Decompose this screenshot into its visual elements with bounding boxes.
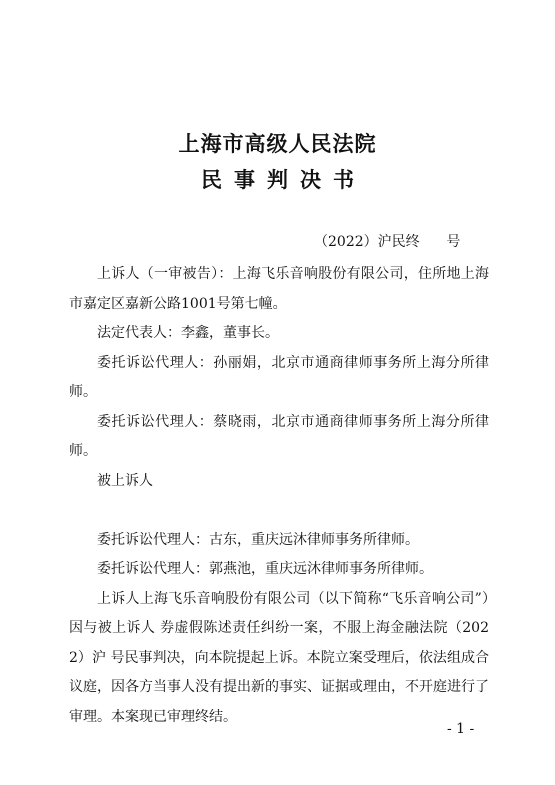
paragraph-appellant: 上诉人（一审被告）：上海飞乐音响股份有限公司，住所地上海市嘉定区嘉新公路1001号第七幢。 <box>69 266 489 312</box>
document-title: 民事判决书 <box>201 167 366 192</box>
judgment-body <box>69 260 489 732</box>
case-number: （2022）沪民终 号 <box>314 234 461 250</box>
page-number: - 1 - <box>447 721 475 737</box>
paragraph-case-summary: 上诉人上海飞乐音响股份有限公司（以下简称“飞乐音响公司”）因与被上诉人 券虚假陈述责任纠纷一案，不服上海金融法院（2022）沪 号民事判决，向本院提起上诉。本院立案受理后，依法组成合议庭，因各方当事人没有提出新的事实、证据或理由，不开庭进行了审理。本案现已审理终结。 <box>69 590 489 725</box>
paragraph-agent-2: 委托诉讼代理人：蔡晓雨，北京市通商律师事务所上海分所律师。 <box>69 413 489 459</box>
paragraph-appellee: 被上诉人 <box>97 472 153 489</box>
paragraph-appellee-agent-1: 委托诉讼代理人：古东，重庆远沐律师事务所律师。 <box>97 531 419 548</box>
court-name: 上海市高级人民法院 <box>178 131 377 156</box>
paragraph-agent-1: 委托诉讼代理人：孙丽娟，北京市通商律师事务所上海分所律师。 <box>69 354 489 400</box>
paragraph-legal-representative: 法定代表人：李鑫，董事长。 <box>97 325 279 341</box>
paragraph-appellee-agent-2: 委托诉讼代理人：郭燕池，重庆远沐律师事务所律师。 <box>97 561 433 577</box>
